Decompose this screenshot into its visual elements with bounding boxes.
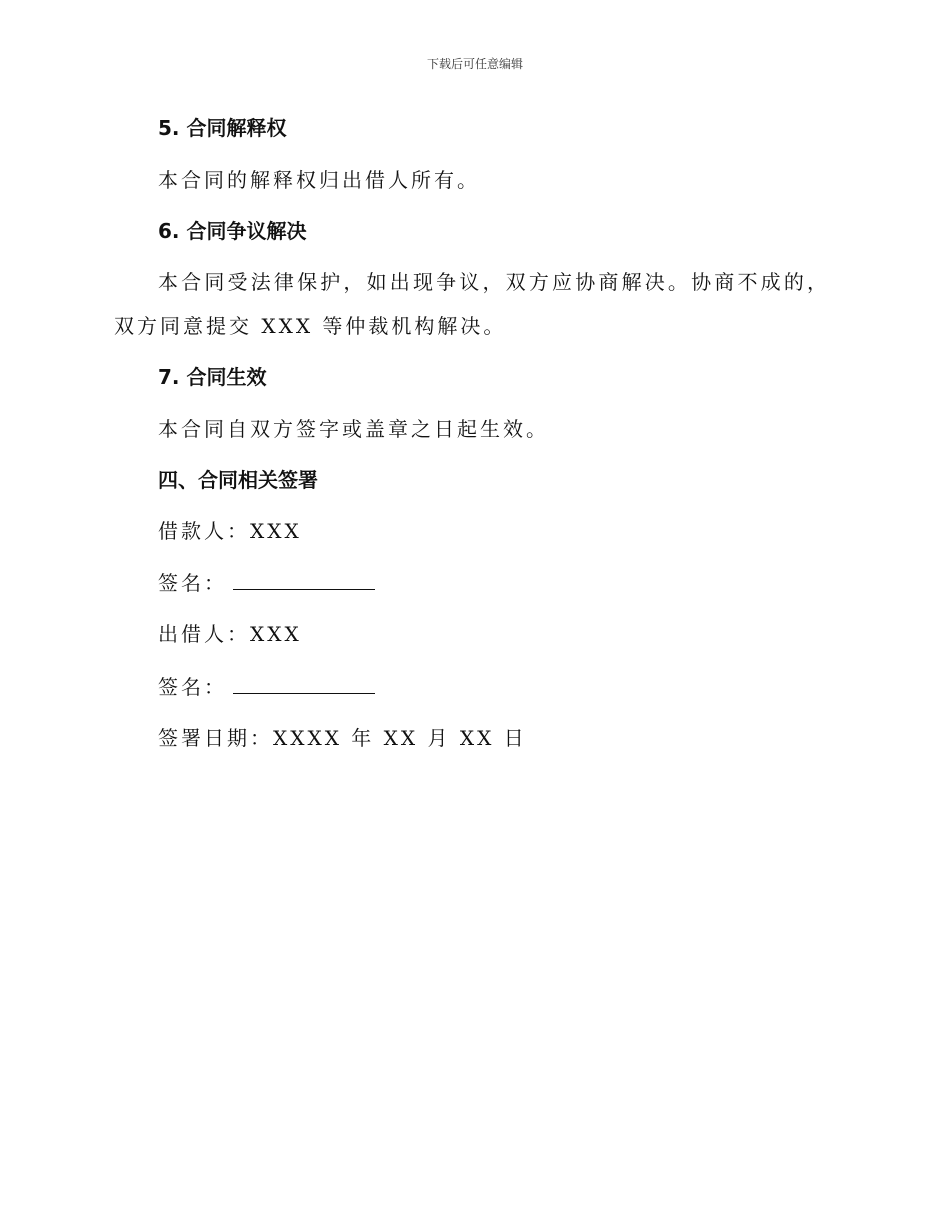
section-6-heading: 6. 合同争议解决 [158, 219, 307, 243]
borrower-signature-line [158, 572, 375, 593]
lender-signature-blank [233, 676, 375, 694]
page-header-note: 下载后可任意编辑 [426, 57, 523, 71]
section-7-heading: 7. 合同生效 [158, 365, 267, 389]
signing-date-line: 签署日期：XXXX 年 XX 月 XX 日 [158, 726, 527, 750]
lender-signature-line [158, 676, 375, 697]
section-7-text: 本合同自双方签字或盖章之日起生效。 [158, 417, 549, 441]
borrower-line: 借款人：XXX [158, 519, 302, 543]
section-4-heading: 四、合同相关签署 [158, 468, 318, 492]
section-5-heading: 5. 合同解释权 [158, 116, 287, 140]
lender-signature-label: 签名： [158, 675, 227, 699]
section-5-text: 本合同的解释权归出借人所有。 [158, 168, 480, 192]
lender-line: 出借人：XXX [158, 622, 302, 646]
borrower-signature-blank [233, 572, 375, 590]
borrower-signature-label: 签名： [158, 571, 227, 595]
section-6-text: 本合同受法律保护，如出现争议，双方应协商解决。协商不成的，双方同意提交 XXX 等仲裁机构解决。 [114, 270, 830, 338]
